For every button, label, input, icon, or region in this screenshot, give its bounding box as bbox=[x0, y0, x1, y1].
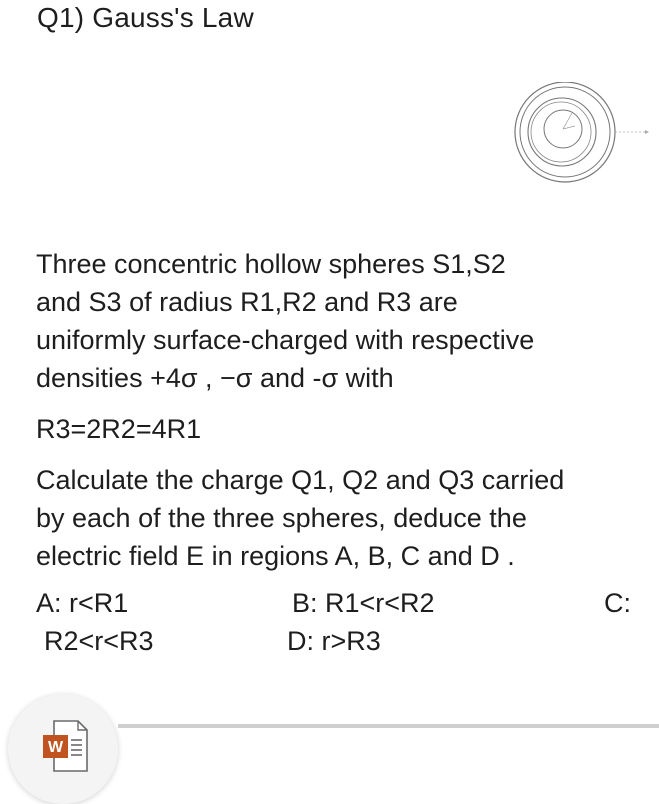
question-line: and S3 of radius R1,R2 and R3 are bbox=[36, 287, 458, 317]
region-b: B: R1<r<R2 bbox=[292, 588, 435, 618]
divider bbox=[118, 724, 659, 728]
question-line: Three concentric hollow spheres S1,S2 bbox=[36, 249, 506, 279]
word-document-icon bbox=[40, 718, 90, 774]
word-attachment-button[interactable] bbox=[8, 694, 118, 804]
question-line: by each of the three spheres, deduce the bbox=[36, 503, 527, 533]
question-line: electric field E in regions A, B, C and D . bbox=[36, 541, 515, 571]
question-line: Calculate the charge Q1, Q2 and Q3 carried bbox=[36, 465, 565, 495]
region-c: C: bbox=[604, 588, 631, 618]
question-line: uniformly surface-charged with respective bbox=[36, 325, 535, 355]
word-badge-letter: W bbox=[47, 739, 64, 756]
region-d: D: r>R3 bbox=[287, 626, 381, 656]
radius-relation: R3=2R2=4R1 bbox=[36, 414, 202, 444]
region-a: A: r<R1 bbox=[36, 588, 129, 618]
question-task bbox=[36, 461, 564, 575]
concentric-spheres-diagram bbox=[505, 82, 655, 192]
question-intro bbox=[36, 245, 534, 397]
question-line: densities +4σ , −σ and -σ with bbox=[36, 363, 394, 393]
region-c-range: R2<r<R3 bbox=[44, 626, 154, 656]
page-title: Q1) Gauss's Law bbox=[37, 2, 254, 33]
